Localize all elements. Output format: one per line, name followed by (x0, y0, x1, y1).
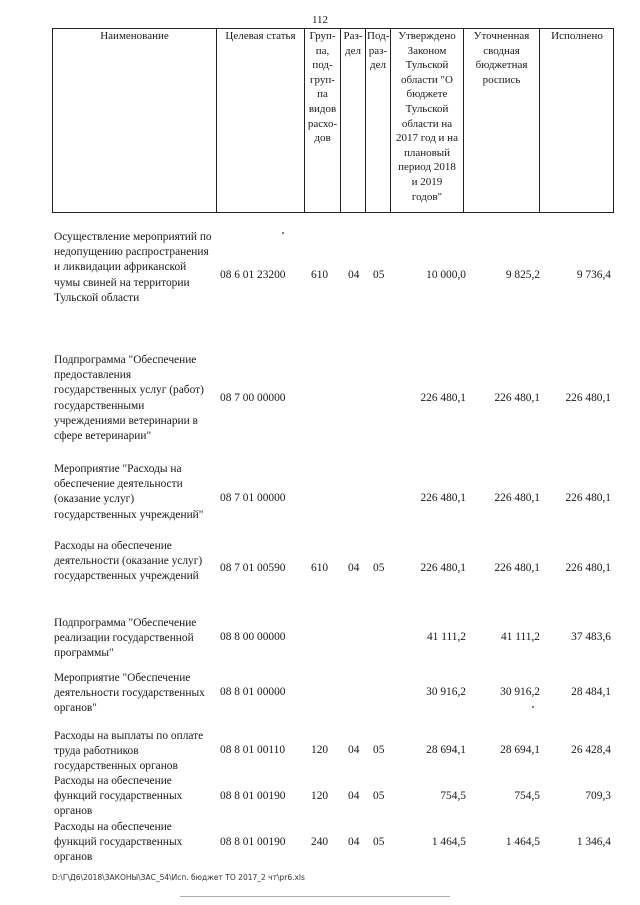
row-executed: 226 480,1 (565, 562, 611, 574)
page-number: 112 (311, 14, 329, 26)
row-approved: 28 694,1 (426, 744, 466, 756)
row-subsection: 05 (373, 269, 385, 281)
row-executed: 226 480,1 (565, 392, 611, 404)
scan-artifact-line (180, 896, 450, 897)
row-refined: 754,5 (514, 790, 540, 802)
row-target-article: 08 7 01 00590 (220, 562, 286, 574)
row-refined: 226 480,1 (494, 562, 540, 574)
header-approved: Утверждено Законом Тульской области "О бюджете Тульской области на 2017 год и на плановый период 2018 и 2019 годов" (390, 28, 463, 212)
row-target-article: 08 8 01 00190 (220, 790, 286, 802)
row-approved: 226 480,1 (420, 492, 466, 504)
row-refined: 1 464,5 (505, 836, 540, 848)
row-target-article: 08 8 01 00190 (220, 836, 286, 848)
row-target-article: 08 6 01 23200 (220, 269, 286, 281)
row-refined: 226 480,1 (494, 492, 540, 504)
row-approved: 226 480,1 (420, 562, 466, 574)
row-refined: 28 694,1 (500, 744, 540, 756)
row-section: 04 (348, 744, 360, 756)
row-target-article: 08 8 01 00110 (220, 744, 286, 756)
row-section: 04 (348, 790, 360, 802)
row-approved: 41 111,2 (426, 631, 466, 643)
header-subsection: Под- раз- дел (365, 28, 390, 212)
table-right-border (613, 28, 614, 213)
row-name: Расходы на обеспечение деятельности (оказание услуг) государственных учреждений (54, 540, 203, 583)
row-name: Расходы на обеспечение функций государственных органов (54, 821, 183, 864)
row-approved: 226 480,1 (420, 392, 466, 404)
row-executed: 37 483,6 (571, 631, 611, 643)
row-refined: 30 916,2 (500, 686, 540, 698)
header-refined: Уточненная сводная бюджетная роспись (463, 28, 539, 212)
row-name: Мероприятие "Обеспечение деятельности государственных органов" (54, 672, 205, 715)
row-refined: 226 480,1 (494, 392, 540, 404)
row-name: Расходы на обеспечение функций государственных органов (54, 775, 183, 818)
row-section: 04 (348, 562, 360, 574)
header-name: Наименование (52, 28, 216, 212)
row-executed: 28 484,1 (571, 686, 611, 698)
header-expense-group: Груп- па, под- груп- па видов расхо- дов (304, 28, 340, 212)
row-approved: 30 916,2 (426, 686, 466, 698)
row-refined: 41 111,2 (500, 631, 540, 643)
row-name: Осуществление мероприятий по недопущению распространения и ликвидации африканской чумы свиней на территории Тульской области (54, 231, 212, 304)
table-header-bottom-border (52, 212, 614, 213)
row-approved: 754,5 (440, 790, 466, 802)
row-executed: 9 736,4 (576, 269, 611, 281)
row-section: 04 (348, 269, 360, 281)
row-approved: 10 000,0 (426, 269, 466, 281)
row-target-article: 08 7 00 00000 (220, 392, 286, 404)
row-expense-group: 610 (311, 562, 329, 574)
header-executed: Исполнено (539, 28, 614, 212)
row-executed: 226 480,1 (565, 492, 611, 504)
row-expense-group: 610 (311, 269, 329, 281)
row-subsection: 05 (373, 836, 385, 848)
row-subsection: 05 (373, 562, 385, 574)
row-name: Расходы на выплаты по оплате труда работников государственных органов (54, 730, 204, 773)
row-subsection: 05 (373, 790, 385, 802)
row-section: 04 (348, 836, 360, 848)
row-target-article: 08 8 00 00000 (220, 631, 286, 643)
row-approved: 1 464,5 (431, 836, 466, 848)
row-refined: 9 825,2 (505, 269, 540, 281)
row-expense-group: 120 (311, 744, 329, 756)
row-name: Подпрограмма "Обеспечение предоставления государственных услуг (работ) государственными учреждениями ветеринарии в сфере ветеринарии" (54, 354, 204, 443)
scan-artifact (532, 706, 534, 708)
row-target-article: 08 8 01 00000 (220, 686, 286, 698)
row-expense-group: 120 (311, 790, 329, 802)
header-section: Раз- дел (340, 28, 365, 212)
scan-artifact (282, 232, 284, 234)
row-name: Подпрограмма "Обеспечение реализации государственной программы" (54, 617, 197, 660)
row-executed: 1 346,4 (576, 836, 611, 848)
row-target-article: 08 7 01 00000 (220, 492, 286, 504)
row-subsection: 05 (373, 744, 385, 756)
row-executed: 26 428,4 (571, 744, 611, 756)
row-expense-group: 240 (311, 836, 329, 848)
row-name: Мероприятие "Расходы на обеспечение деятельности (оказание услуг) государственных учреждений" (54, 463, 204, 521)
row-executed: 709,3 (585, 790, 611, 802)
header-target-article: Целевая статья (216, 28, 304, 212)
file-path-footer: D:\Г\Д6\2018\ЗАКОНЫ\ЗАС_54\Исп. бюджет ТО 2017_2 чт\pr6.xls (52, 873, 305, 882)
